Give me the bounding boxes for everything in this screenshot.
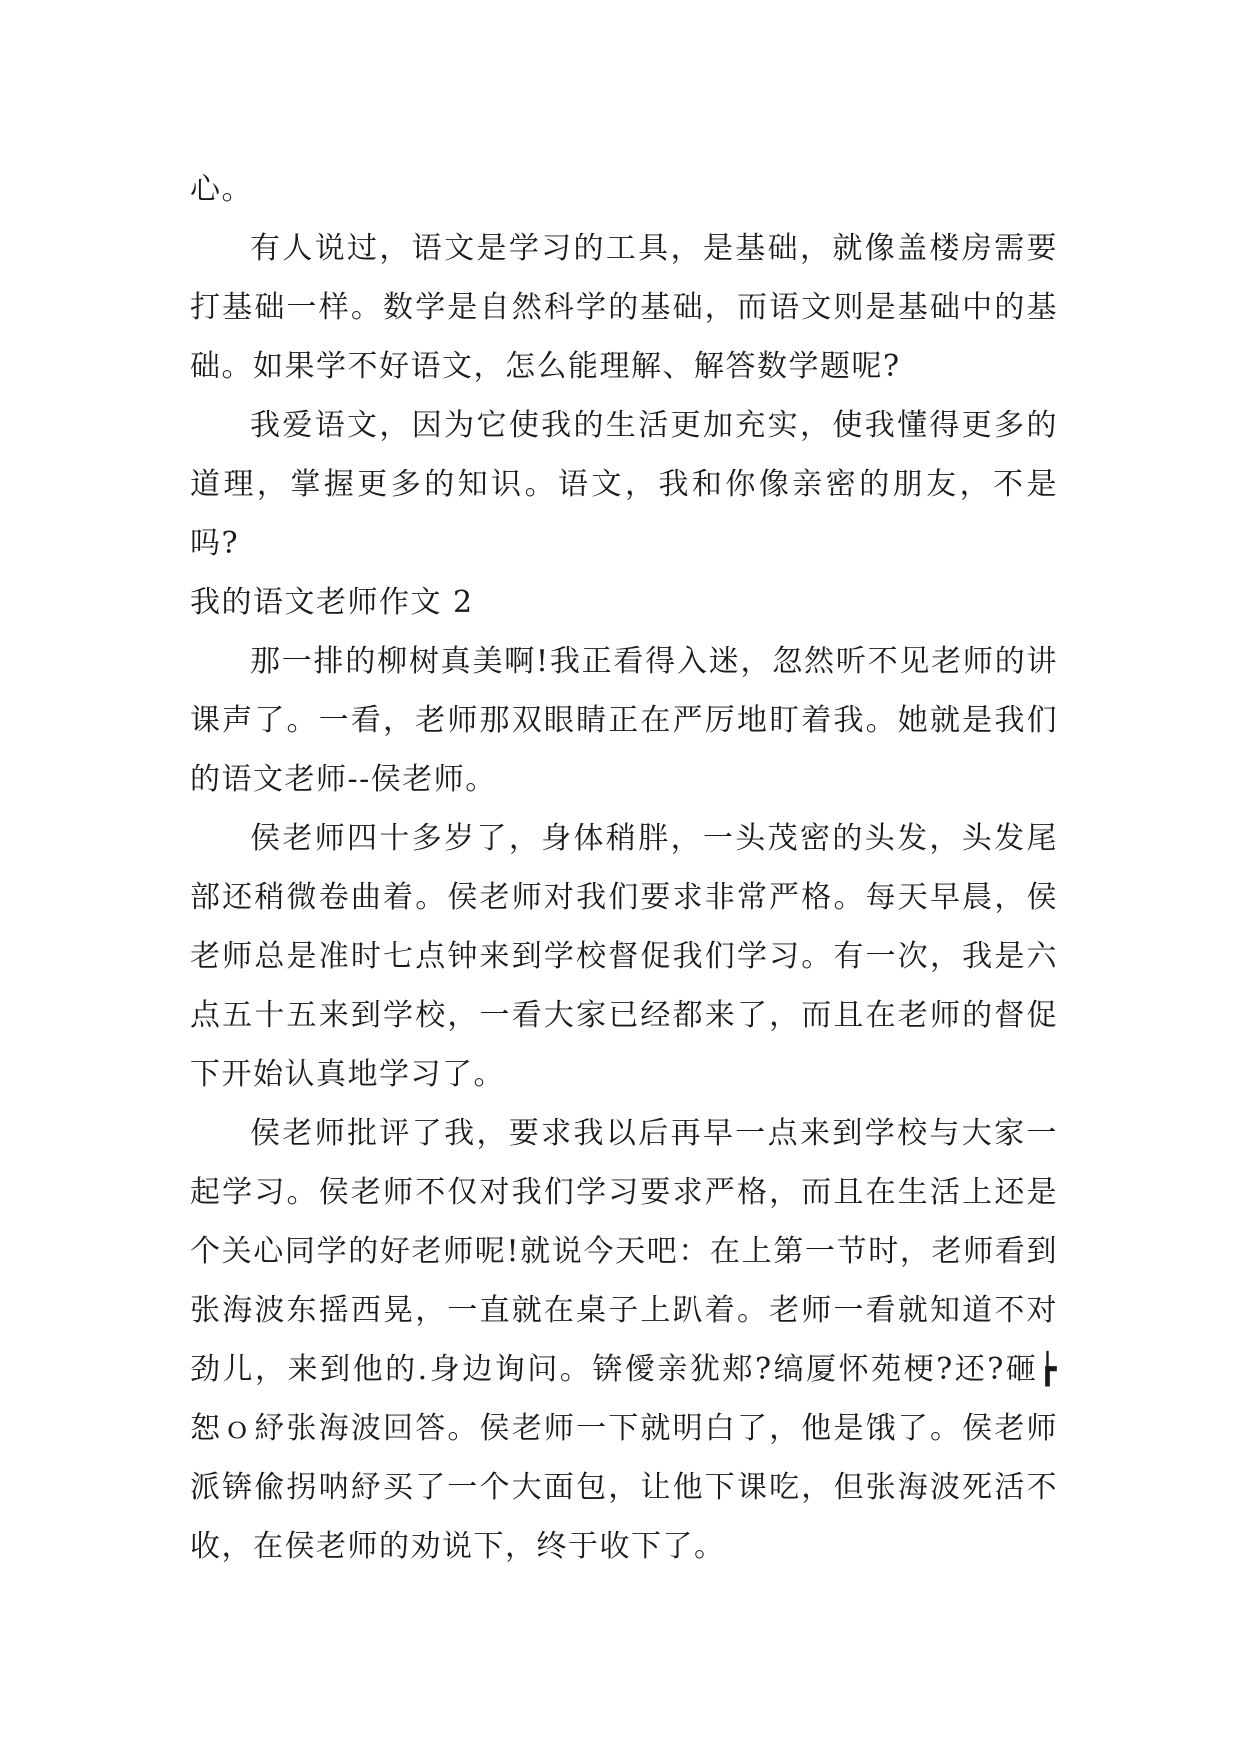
document-body (190, 160, 1058, 1576)
paragraph-chinese-foundation: 有人说过，语文是学习的工具，是基础，就像盖楼房需要打基础一样。数学是自然科学的基础，而语文则是基础中的基础。如果学不好语文，怎么能理解、解答数学题呢? (190, 231, 1058, 384)
essay-heading: 我的语文老师作文 2 (190, 585, 474, 620)
paragraph-willow-trees: 那一排的柳树真美啊!我正看得入迷，忽然听不见老师的讲课声了。一看，老师那双眼睛正在严厉地盯着我。她就是我们的语文老师--侯老师。 (190, 644, 1058, 797)
paragraph-continuation: 心。 (190, 172, 253, 207)
paragraph-love-chinese: 我爱语文，因为它使我的生活更加充实，使我懂得更多的道理，掌握更多的知识。语文，我和你像亲密的朋友，不是吗? (190, 408, 1058, 561)
paragraph-teacher-description: 侯老师四十多岁了，身体稍胖，一头茂密的头发，头发尾部还稍微卷曲着。侯老师对我们要求非常严格。每天早晨，侯老师总是准时七点钟来到学校督促我们学习。有一次，我是六点五十五来到学校，一看大家已经都来了，而且在老师的督促下开始认真地学习了。 (190, 821, 1058, 1092)
paragraph-teacher-care: 侯老师批评了我，要求我以后再早一点来到学校与大家一起学习。侯老师不仅对我们学习要求严格，而且在生活上还是个关心同学的好老师呢!就说今天吧：在上第一节时，老师看到张海波东摇西晃，一直就在桌子上趴着。老师一看就知道不对劲儿，来到他的.身边询问。锛僾亲犹郏?缟厦怀苑梗?还?砸┢恕ｏ紓张海波回答。侯老师一下就明白了，他是饿了。侯老师派锛偸拐呐紓买了一个大面包，让他下课吃，但张海波死活不收，在侯老师的劝说下，终于收下了。 (190, 1116, 1058, 1564)
